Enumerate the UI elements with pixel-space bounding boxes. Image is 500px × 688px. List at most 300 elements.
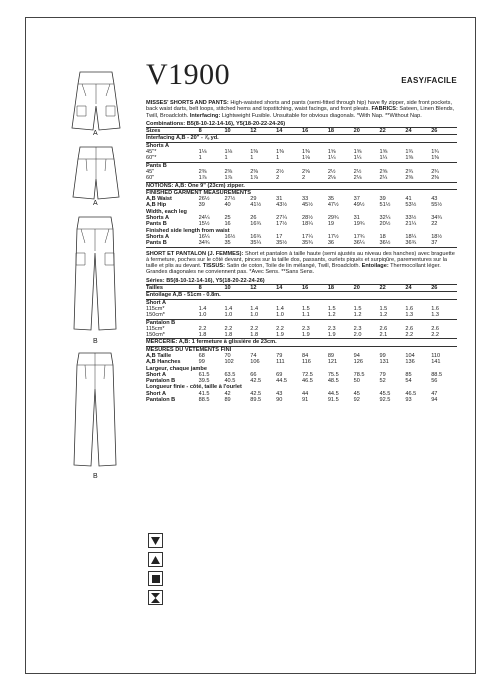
value-cell: 51½ bbox=[379, 202, 391, 209]
value-cell: 1.3 bbox=[431, 312, 439, 319]
value-cell: 2.3 bbox=[327, 325, 336, 332]
value-cell: 1.5 bbox=[353, 305, 362, 312]
value-cell: 17¼ bbox=[301, 233, 313, 240]
value-cell: 44.5 bbox=[327, 390, 339, 397]
value-cell: 35 bbox=[327, 196, 335, 203]
sizes-header bbox=[146, 284, 457, 292]
value-cell: 1¾ bbox=[405, 149, 414, 156]
value-cell: 74 bbox=[250, 352, 257, 359]
value-cell: 1.6 bbox=[405, 305, 414, 312]
value-cell: 2¾ bbox=[405, 168, 414, 175]
value-cell: 1.4 bbox=[224, 305, 233, 312]
value-cell: 1⅜ bbox=[431, 155, 439, 162]
value-cell: 20½ bbox=[379, 221, 391, 228]
value-cell: 19 bbox=[327, 221, 335, 228]
value-cell: 1 bbox=[224, 155, 228, 162]
size-cell: 8 bbox=[198, 128, 202, 135]
fabric-group-title bbox=[146, 142, 457, 149]
row-label: Pants B bbox=[146, 221, 167, 228]
value-cell: 99 bbox=[379, 352, 386, 359]
sketch-label: B bbox=[93, 338, 98, 345]
value-cell: 43½ bbox=[276, 202, 288, 209]
row-label: A,B Hip bbox=[146, 202, 167, 209]
value-cell: 106 bbox=[250, 359, 260, 366]
value-cell: 92.5 bbox=[379, 397, 391, 404]
value-cell: 1⅜ bbox=[276, 149, 284, 156]
value-cell: 93 bbox=[405, 397, 412, 404]
value-cell: 1⅝ bbox=[327, 149, 336, 156]
value-cell: 85 bbox=[405, 371, 412, 378]
value-cell: 2⅜ bbox=[405, 175, 414, 182]
value-cell: 1 bbox=[276, 155, 280, 162]
value-cell: 45½ bbox=[301, 202, 313, 209]
pattern-info bbox=[146, 100, 457, 403]
measure-table-en bbox=[146, 196, 457, 246]
value-cell: 27½ bbox=[224, 196, 236, 203]
measure-row bbox=[146, 397, 457, 403]
value-cell: 50 bbox=[353, 378, 360, 385]
value-cell: 2.6 bbox=[379, 325, 388, 332]
value-cell: 63.5 bbox=[224, 371, 236, 378]
value-cell: 1⅝ bbox=[353, 149, 362, 156]
value-cell: 36 bbox=[327, 240, 335, 247]
value-cell: 39 bbox=[379, 196, 386, 203]
value-cell: 99 bbox=[198, 359, 205, 366]
size-cell: 8 bbox=[198, 285, 202, 292]
value-cell: 89.5 bbox=[250, 397, 262, 404]
value-cell: 2⅛ bbox=[353, 175, 362, 182]
value-cell: 19¾ bbox=[353, 221, 365, 228]
value-cell: 55½ bbox=[431, 202, 443, 209]
value-cell: 2⅛ bbox=[327, 175, 336, 182]
row-label: A,B Hanches bbox=[146, 359, 181, 366]
value-cell: 69 bbox=[276, 371, 283, 378]
value-cell: 126 bbox=[353, 359, 363, 366]
value-cell: 1.1 bbox=[301, 312, 310, 319]
measure-title: FINISHED GARMENT MEASUREMENTS bbox=[146, 189, 457, 196]
value-cell: 40.5 bbox=[224, 378, 236, 385]
value-cell: 1.8 bbox=[250, 332, 259, 339]
value-cell: 37 bbox=[353, 196, 360, 203]
value-cell: 1.2 bbox=[353, 312, 362, 319]
size-cell: 10 bbox=[224, 128, 231, 135]
sketch-label: B bbox=[93, 473, 98, 480]
value-cell: 68 bbox=[198, 352, 205, 359]
value-cell: 33 bbox=[301, 196, 309, 203]
row-label: Largeur, chaque jambe bbox=[146, 365, 207, 372]
measure-title: MESURES DU VÊTEMENTS FINI bbox=[146, 346, 457, 353]
value-cell: 1.0 bbox=[250, 312, 259, 319]
fabric-row bbox=[146, 332, 457, 338]
value-cell: 2.6 bbox=[431, 325, 439, 332]
value-cell: 66 bbox=[250, 371, 257, 378]
value-cell: 89 bbox=[224, 397, 231, 404]
row-label: A,B Taille bbox=[146, 352, 172, 359]
value-cell: 2½ bbox=[353, 168, 362, 175]
row-label: Short A bbox=[146, 371, 166, 378]
value-cell: 35½ bbox=[276, 240, 288, 247]
value-cell: 2¼ bbox=[379, 175, 388, 182]
size-cell: 16 bbox=[301, 128, 309, 135]
fabric-row bbox=[146, 312, 457, 318]
measure-row bbox=[146, 202, 457, 208]
value-cell: 104 bbox=[405, 352, 415, 359]
row-label: 60"* bbox=[146, 155, 157, 162]
value-cell: 29 bbox=[250, 196, 257, 203]
size-cell: 24 bbox=[405, 128, 412, 135]
description-en bbox=[146, 100, 457, 119]
fabric-group-title bbox=[146, 299, 457, 306]
notions: MERCERIE: A,B: 1 fermeture à glissière de 23cm. bbox=[146, 338, 457, 345]
value-cell: 18¼ bbox=[405, 233, 417, 240]
row-label: Shorts A bbox=[146, 233, 170, 240]
value-cell: 42 bbox=[224, 390, 231, 397]
value-cell: 1.0 bbox=[198, 312, 207, 319]
value-cell: 45 bbox=[353, 390, 360, 397]
value-cell: 2.6 bbox=[405, 325, 414, 332]
fabric-group-title bbox=[146, 162, 457, 169]
nap-note: *With Nap. **Without Nap. bbox=[356, 112, 422, 119]
value-cell: 17½ bbox=[327, 233, 339, 240]
value-cell: 1¼ bbox=[353, 155, 362, 162]
value-cell: 42.5 bbox=[250, 378, 262, 385]
value-cell: 141 bbox=[431, 359, 441, 366]
size-cell: 26 bbox=[431, 128, 438, 135]
pattern-symbols bbox=[148, 533, 163, 609]
fabrics-label: FABRICS: bbox=[371, 106, 398, 113]
size-cell: 22 bbox=[379, 285, 386, 292]
value-cell: 35 bbox=[224, 240, 231, 247]
sizes-label: Tailles bbox=[146, 285, 163, 292]
value-cell: 49½ bbox=[353, 202, 365, 209]
value-cell: 1.2 bbox=[379, 312, 388, 319]
value-cell: 18 bbox=[379, 233, 386, 240]
value-cell: 46.5 bbox=[301, 378, 313, 385]
value-cell: 1.6 bbox=[431, 305, 439, 312]
value-cell: 41 bbox=[405, 196, 412, 203]
row-label: 115cm* bbox=[146, 325, 165, 332]
row-label: Short A bbox=[146, 390, 166, 397]
pants-b-front-sketch bbox=[66, 215, 124, 333]
value-cell: 2.1 bbox=[379, 332, 388, 339]
value-cell: 1 bbox=[250, 155, 254, 162]
value-cell: 102 bbox=[224, 359, 234, 366]
interfacing-row: Interfacing A,B - 20" - ⅞ yd. bbox=[146, 135, 219, 142]
value-cell: 2.2 bbox=[198, 325, 207, 332]
nap-note: *Avec Sens. **Sans Sens. bbox=[249, 269, 315, 276]
fabric-group-title bbox=[146, 319, 457, 326]
value-cell: 1.9 bbox=[327, 332, 336, 339]
interfacing-text: Thermocollant léger. Grandes diagonales ne conviennent pas. bbox=[146, 263, 441, 276]
desc-title: MISSES' SHORTS AND PANTS: bbox=[146, 100, 229, 106]
value-cell: 70 bbox=[224, 352, 231, 359]
size-cell: 10 bbox=[224, 285, 231, 292]
row-label: 150cm* bbox=[146, 312, 165, 319]
value-cell: 25 bbox=[224, 215, 231, 222]
value-cell: 1.3 bbox=[405, 312, 414, 319]
value-cell: 1⅞ bbox=[198, 175, 207, 182]
value-cell: 2.3 bbox=[301, 325, 310, 332]
value-cell: 1.8 bbox=[224, 332, 233, 339]
fabrics-text: Satin de coton, Toile de lin mélangé, Twill, Broadcloth. bbox=[226, 263, 361, 270]
fabrics-text: Sateen, Linen Blends, Twill, Broadcloth. bbox=[146, 106, 455, 119]
value-cell: 21¼ bbox=[405, 221, 417, 228]
value-cell: 2⅝ bbox=[301, 168, 310, 175]
size-cell: 18 bbox=[327, 128, 335, 135]
value-cell: 43 bbox=[276, 390, 283, 397]
shorts-a-front-sketch bbox=[68, 70, 124, 134]
value-cell: 44.5 bbox=[276, 378, 288, 385]
row-label: 115cm* bbox=[146, 305, 165, 312]
interfacing-label: Entoilage: bbox=[361, 263, 389, 270]
sizes-header bbox=[146, 127, 457, 135]
interfacing-text: Lightweight Fusible. Unsuitable for obvious diagonals. bbox=[221, 112, 356, 119]
value-cell: 1¼ bbox=[327, 155, 336, 162]
value-cell: 1⅛ bbox=[301, 155, 310, 162]
value-cell: 46.5 bbox=[405, 390, 417, 397]
value-cell: 2.2 bbox=[405, 332, 414, 339]
triangle-up-icon bbox=[148, 552, 163, 567]
value-cell: 32¼ bbox=[379, 215, 391, 222]
value-cell: 34¾ bbox=[431, 215, 443, 222]
size-cell: 20 bbox=[353, 128, 360, 135]
value-cell: 1 bbox=[198, 155, 202, 162]
value-cell: 2⅜ bbox=[224, 168, 233, 175]
value-cell: 40 bbox=[224, 202, 231, 209]
row-label: 45"* bbox=[146, 149, 157, 156]
value-cell: 2 bbox=[276, 175, 280, 182]
value-cell: 52 bbox=[379, 378, 386, 385]
value-cell: 35¾ bbox=[301, 240, 313, 247]
value-cell: 42.5 bbox=[250, 390, 262, 397]
desc-text: High-waisted shorts and pants (semi-fitted through hip) have fly zipper, side front pockets, back waist darts, belt loops, stitched hems and topstitching, waist facings, and front pleats. bbox=[146, 100, 453, 113]
group-title: Pants B bbox=[146, 162, 167, 169]
value-cell: 1¼ bbox=[379, 155, 388, 162]
value-cell: 16¼ bbox=[198, 233, 210, 240]
sketch-label: A bbox=[93, 130, 98, 137]
value-cell: 28½ bbox=[301, 215, 313, 222]
description-fr bbox=[146, 251, 457, 276]
size-cell: 18 bbox=[327, 285, 335, 292]
value-cell: 39.5 bbox=[198, 378, 210, 385]
size-cell: 14 bbox=[276, 285, 283, 292]
value-cell: 2.2 bbox=[250, 325, 259, 332]
size-cell: 14 bbox=[276, 128, 283, 135]
value-cell: 2.3 bbox=[353, 325, 362, 332]
value-cell: 41.5 bbox=[198, 390, 210, 397]
value-cell: 47½ bbox=[327, 202, 339, 209]
value-cell: 2½ bbox=[276, 168, 284, 175]
value-cell: 1.4 bbox=[250, 305, 259, 312]
value-cell: 16¾ bbox=[250, 221, 262, 228]
value-cell: 1⅞ bbox=[250, 175, 259, 182]
value-cell: 43 bbox=[431, 196, 438, 203]
value-cell: 121 bbox=[327, 359, 338, 366]
row-label: Pantalon B bbox=[146, 378, 176, 385]
value-cell: 17¾ bbox=[353, 233, 365, 240]
value-cell: 16 bbox=[224, 221, 231, 228]
value-cell: 1.4 bbox=[198, 305, 207, 312]
combinations: Séries: B5(8-10-12-14-16), Y5(18-20-22-24-26) bbox=[146, 277, 265, 284]
value-cell: 2⅜ bbox=[250, 168, 259, 175]
value-cell: 1⅜ bbox=[405, 155, 414, 162]
value-cell: 78.5 bbox=[353, 371, 365, 378]
value-cell: 1.8 bbox=[198, 332, 207, 339]
value-cell: 2⅜ bbox=[431, 175, 439, 182]
value-cell: 79 bbox=[379, 371, 386, 378]
value-cell: 72.5 bbox=[301, 371, 313, 378]
sizes-label: Sizes bbox=[146, 128, 161, 135]
value-cell: 35¼ bbox=[250, 240, 262, 247]
fabrics-label: TISSUS: bbox=[202, 263, 225, 270]
row-label: Finished side length from waist bbox=[146, 227, 230, 234]
value-cell: 2¾ bbox=[431, 168, 439, 175]
value-cell: 48.5 bbox=[327, 378, 339, 385]
value-cell: 54 bbox=[405, 378, 412, 385]
measure-row bbox=[146, 240, 457, 246]
value-cell: 1.5 bbox=[327, 305, 336, 312]
value-cell: 1.9 bbox=[276, 332, 284, 339]
value-cell: 1⅜ bbox=[250, 149, 259, 156]
value-cell: 33½ bbox=[405, 215, 417, 222]
value-cell: 1.4 bbox=[276, 305, 284, 312]
value-cell: 36¼ bbox=[353, 240, 365, 247]
value-cell: 34¾ bbox=[198, 240, 210, 247]
row-label: Width, each leg bbox=[146, 208, 187, 215]
size-cell: 22 bbox=[379, 128, 386, 135]
hourglass-icon bbox=[148, 590, 163, 605]
square-icon bbox=[148, 571, 163, 586]
value-cell: 15½ bbox=[198, 221, 210, 228]
value-cell: 1⅞ bbox=[224, 175, 233, 182]
pattern-number: V1900 bbox=[146, 58, 231, 91]
group-title: Shorts A bbox=[146, 142, 170, 149]
value-cell: 16¾ bbox=[250, 233, 262, 240]
value-cell: 92 bbox=[353, 397, 360, 404]
value-cell: 1¾ bbox=[431, 149, 439, 156]
value-cell: 56 bbox=[431, 378, 438, 385]
size-cell: 24 bbox=[405, 285, 412, 292]
value-cell: 17½ bbox=[276, 221, 288, 228]
value-cell: 84 bbox=[301, 352, 309, 359]
value-cell: 18½ bbox=[431, 233, 443, 240]
value-cell: 79 bbox=[276, 352, 283, 359]
value-cell: 24¼ bbox=[198, 215, 210, 222]
size-cell: 26 bbox=[431, 285, 438, 292]
value-cell: 2⅝ bbox=[379, 168, 388, 175]
triangle-down-icon bbox=[148, 533, 163, 548]
value-cell: 39 bbox=[198, 202, 205, 209]
value-cell: 1.5 bbox=[379, 305, 388, 312]
value-cell: 110 bbox=[431, 352, 441, 359]
fabric-table-fr bbox=[146, 299, 457, 339]
value-cell: 45.5 bbox=[379, 390, 391, 397]
value-cell: 29¾ bbox=[327, 215, 339, 222]
row-label: 60" bbox=[146, 175, 155, 182]
value-cell: 31 bbox=[353, 215, 360, 222]
row-label: Longueur finie - côté, taille à l'ourlet bbox=[146, 384, 242, 391]
value-cell: 88.5 bbox=[198, 397, 210, 404]
value-cell: 2 bbox=[301, 175, 306, 182]
value-cell: 111 bbox=[276, 359, 285, 366]
value-cell: 131 bbox=[379, 359, 389, 366]
value-cell: 1.2 bbox=[327, 312, 336, 319]
shorts-a-back-sketch bbox=[68, 145, 124, 205]
pants-b-back-sketch bbox=[66, 351, 124, 469]
value-cell: 47 bbox=[431, 390, 438, 397]
value-cell: 31 bbox=[276, 196, 283, 203]
value-cell: 2.2 bbox=[224, 325, 233, 332]
value-cell: 26 bbox=[250, 215, 257, 222]
value-cell: 91 bbox=[301, 397, 309, 404]
pattern-envelope-back bbox=[25, 17, 476, 674]
size-cell: 20 bbox=[353, 285, 360, 292]
value-cell: 26½ bbox=[198, 196, 210, 203]
value-cell: 1.5 bbox=[301, 305, 310, 312]
fabric-row bbox=[146, 175, 457, 181]
value-cell: 2⅜ bbox=[198, 168, 207, 175]
row-label: 150cm* bbox=[146, 332, 165, 339]
value-cell: 17 bbox=[276, 233, 283, 240]
value-cell: 41½ bbox=[250, 202, 262, 209]
desc-text: Short et pantalon à taille haute (semi ajustés au niveau des hanches) avec braguette à fermeture, poches sur le côté devant, pinces sur la taille dos, passants, ourlets piqués et surpiqûre, parementures sur la taille et plis au devant. bbox=[146, 250, 455, 270]
difficulty-level: EASY/FACILE bbox=[401, 76, 457, 85]
row-label: 45" bbox=[146, 168, 155, 175]
value-cell: 1⅜ bbox=[301, 149, 310, 156]
interfacing-label: Interfacing: bbox=[189, 112, 221, 119]
group-title: Short A bbox=[146, 299, 166, 306]
value-cell: 75.5 bbox=[327, 371, 339, 378]
value-cell: 90 bbox=[276, 397, 283, 404]
value-cell: 36¾ bbox=[405, 240, 417, 247]
value-cell: 53½ bbox=[405, 202, 417, 209]
row-label: Shorts A bbox=[146, 215, 170, 222]
value-cell: 1⅛ bbox=[224, 149, 233, 156]
size-cell: 12 bbox=[250, 128, 257, 135]
measure-table-fr bbox=[146, 353, 457, 403]
value-cell: 2.0 bbox=[353, 332, 362, 339]
value-cell: 136 bbox=[405, 359, 415, 366]
size-cell: 16 bbox=[301, 285, 309, 292]
value-cell: 37 bbox=[431, 240, 438, 247]
value-cell: 1.0 bbox=[276, 312, 284, 319]
value-cell: 94 bbox=[353, 352, 360, 359]
value-cell: 61.5 bbox=[198, 371, 210, 378]
fabric-table-en bbox=[146, 142, 457, 182]
row-label: Pantalon B bbox=[146, 397, 176, 404]
value-cell: 16½ bbox=[224, 233, 236, 240]
sketch-label: A bbox=[93, 200, 98, 207]
value-cell: 2.2 bbox=[431, 332, 439, 339]
value-cell: 91.5 bbox=[327, 397, 339, 404]
value-cell: 44 bbox=[301, 390, 309, 397]
value-cell: 22 bbox=[431, 221, 438, 228]
desc-title: SHORT ET PANTALON (J. FEMMES): bbox=[146, 250, 244, 257]
value-cell: 27¼ bbox=[276, 215, 288, 222]
value-cell: 1⅛ bbox=[198, 149, 207, 156]
fabric-row bbox=[146, 155, 457, 161]
size-cell: 12 bbox=[250, 285, 257, 292]
interfacing-row: Entoilage A,B - 51cm - 0.8m. bbox=[146, 292, 221, 299]
value-cell: 1.9 bbox=[301, 332, 310, 339]
value-cell: 1⅝ bbox=[379, 149, 388, 156]
value-cell: 36½ bbox=[379, 240, 391, 247]
value-cell: 1.0 bbox=[224, 312, 233, 319]
row-label: A,B Waist bbox=[146, 196, 172, 203]
value-cell: 89 bbox=[327, 352, 335, 359]
combinations: Combinations: B5(8-10-12-14-16), Y5(18-20-22-24-26) bbox=[146, 120, 286, 127]
row-label: Pants B bbox=[146, 240, 167, 247]
